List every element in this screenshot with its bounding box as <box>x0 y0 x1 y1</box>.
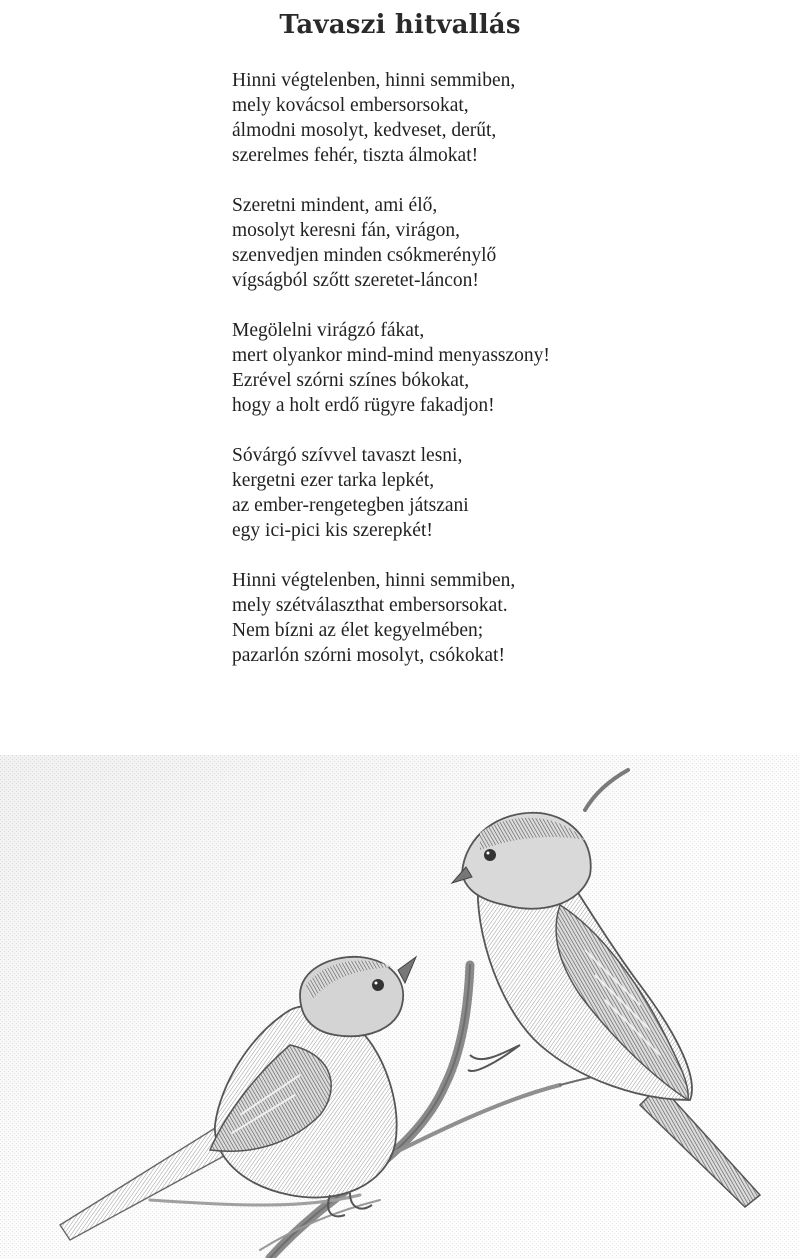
poem-line: álmodni mosolyt, kedveset, derűt, <box>232 120 497 141</box>
poem-line: mert olyankor mind-mind menyasszony! <box>232 345 550 366</box>
poem-line: Megölelni virágzó fákat, <box>232 320 425 341</box>
stanza-4 <box>232 443 752 543</box>
poem-line: mely szétválaszthat embersorsokat. <box>232 595 508 616</box>
poem-line: pazarlón szórni mosolyt, csókokat! <box>232 645 505 666</box>
poem-line: Sóvárgó szívvel tavaszt lesni, <box>232 445 463 466</box>
poem-line: mely kovácsol embersorsokat, <box>232 95 469 116</box>
poem-line: hogy a holt erdő rügyre fakadjon! <box>232 395 495 416</box>
poem-line: szenvedjen minden csókmerénylő <box>232 245 497 266</box>
poem-line: kergetni ezer tarka lepkét, <box>232 470 435 491</box>
poem-line: vígságból szőtt szeretet-láncon! <box>232 270 479 291</box>
poem-line: egy ici-pici kis szerepkét! <box>232 520 433 541</box>
poem-line: Hinni végtelenben, hinni semmiben, <box>232 570 516 591</box>
poem <box>232 68 752 693</box>
poem-line: szerelmes fehér, tiszta álmokat! <box>232 145 479 166</box>
stanza-2 <box>232 193 752 293</box>
poem-line: Hinni végtelenben, hinni semmiben, <box>232 70 516 91</box>
sparrows-illustration <box>0 755 800 1258</box>
stanza-5 <box>232 568 752 668</box>
poem-line: az ember-rengetegben játszani <box>232 495 469 516</box>
poem-line: Nem bízni az élet kegyelmében; <box>232 620 484 641</box>
poem-line: mosolyt keresni fán, virágon, <box>232 220 460 241</box>
stanza-1 <box>232 68 752 168</box>
poem-line: Szeretni mindent, ami élő, <box>232 195 438 216</box>
page-title: Tavaszi hitvallás <box>279 10 521 40</box>
stanza-3 <box>232 318 752 418</box>
poem-line: Ezrével szórni színes bókokat, <box>232 370 470 391</box>
